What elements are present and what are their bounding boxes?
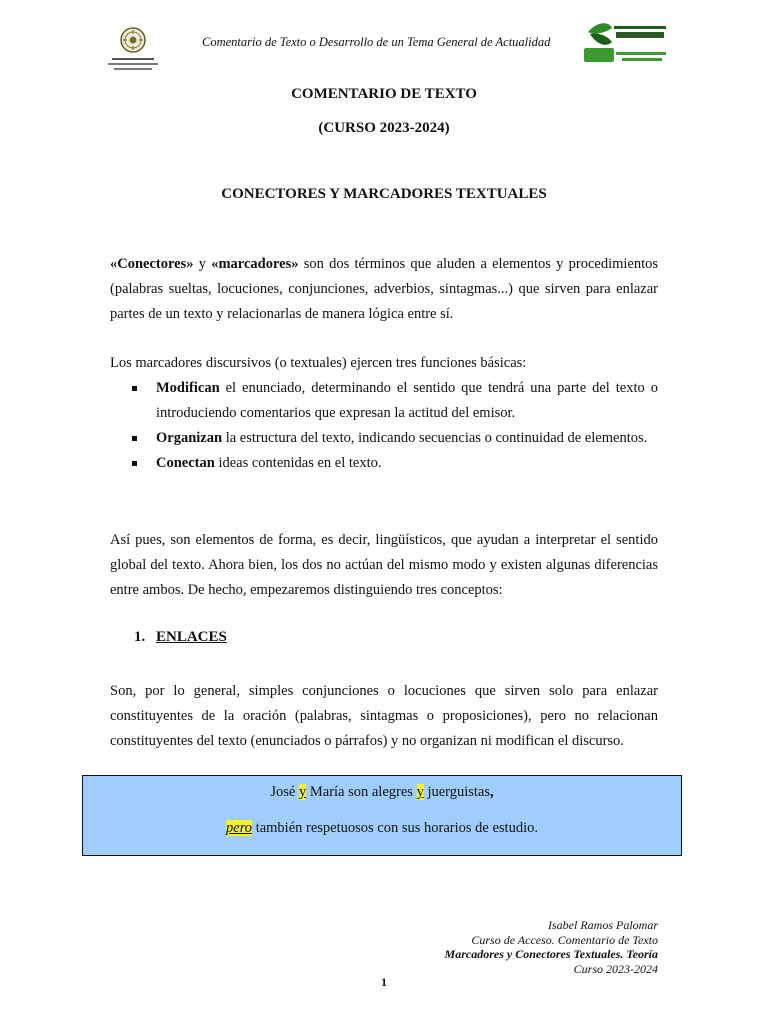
bullet-keyword: Modifican — [156, 380, 220, 396]
bullet-text: ideas contenidas en el texto. — [214, 455, 382, 471]
bullet-keyword: Conectan — [156, 455, 215, 471]
document-course: (CURSO 2023-2024) — [318, 120, 450, 136]
page-footer — [445, 918, 658, 976]
highlighted-conjunction: pero — [226, 820, 253, 836]
highlighted-conjunction: y — [416, 784, 424, 800]
footer-topic: Marcadores y Conectores Textuales. Teoría — [444, 947, 658, 961]
document-title: COMENTARIO DE TEXTO — [291, 86, 477, 102]
list-item — [110, 451, 658, 476]
intro-rest: son dos términos que aluden a elementos y procedimientos (palabras sueltas, locuciones, conjunciones, adverbios, sintagmas...) que sirven para enlazar partes de un texto y relacionarlas de manera lógica entre sí. — [110, 256, 659, 322]
bullet-square-icon — [132, 386, 137, 391]
example-text: también respetuosos con sus horarios de estudio. — [252, 820, 538, 836]
example-line-2 — [83, 820, 681, 837]
example-text: juerguistas — [423, 784, 490, 800]
bullet-square-icon — [132, 461, 137, 466]
functions-intro: Los marcadores discursivos (o textuales) ejercen tres funciones básicas: — [110, 355, 527, 371]
footer-year: Curso 2023-2024 — [573, 961, 658, 976]
ramon-areces-logo-icon — [582, 18, 670, 70]
bullet-square-icon — [132, 436, 137, 441]
footer-course: Curso de Acceso. Comentario de Texto — [471, 932, 658, 947]
highlighted-conjunction: y — [298, 784, 307, 800]
example-text: José — [270, 784, 299, 800]
document-subtitle: CONECTORES Y MARCADORES TEXTUALES — [221, 186, 547, 202]
functions-list — [110, 376, 658, 476]
intro-term-conectores: «Conectores» — [110, 256, 194, 272]
section-number: 1. — [134, 629, 146, 645]
list-item — [110, 376, 658, 426]
example-text: María son alegres — [306, 784, 417, 800]
list-item — [110, 426, 658, 451]
running-header: Comentario de Texto o Desarrollo de un Tema General de Actualidad — [202, 35, 551, 49]
enlaces-paragraph: Son, por lo general, simples conjunciones o locuciones que sirven solo para enlazar constituyentes de la oración (palabras, sintagmas o proposiciones), pero no relacionan constituyentes del texto (enunciados o párrafos) y no organizan ni modifican el discurso. — [110, 683, 658, 749]
intro-paragraph — [110, 252, 658, 327]
section-label: ENLACES — [156, 629, 227, 645]
example-line-1 — [83, 784, 681, 801]
bullet-text: el enunciado, determinando el sentido que tendrá una parte del texto o introduciendo comentarios que expresan la actitud del emisor. — [156, 380, 658, 421]
university-seal-icon — [104, 24, 162, 72]
example-comma: , — [490, 784, 494, 800]
summary-paragraph: Así pues, son elementos de forma, es decir, lingüísticos, que ayudan a interpretar el sentido global del texto. Ahora bien, los dos no actúan del mismo modo y existen algunas diferencias entre ambos. De hecho, empezaremos distinguiendo tres conceptos: — [110, 532, 658, 598]
bullet-keyword: Organizan — [156, 430, 223, 446]
intro-term-marcadores: «marcadores» — [211, 256, 299, 272]
section-heading-enlaces — [134, 629, 227, 646]
footer-author: Isabel Ramos Palomar — [548, 918, 658, 932]
example-box — [82, 775, 682, 856]
page-number: 1 — [381, 975, 387, 989]
bullet-text: la estructura del texto, indicando secuencias o continuidad de elementos. — [222, 430, 648, 446]
intro-joiner: y — [193, 256, 212, 272]
